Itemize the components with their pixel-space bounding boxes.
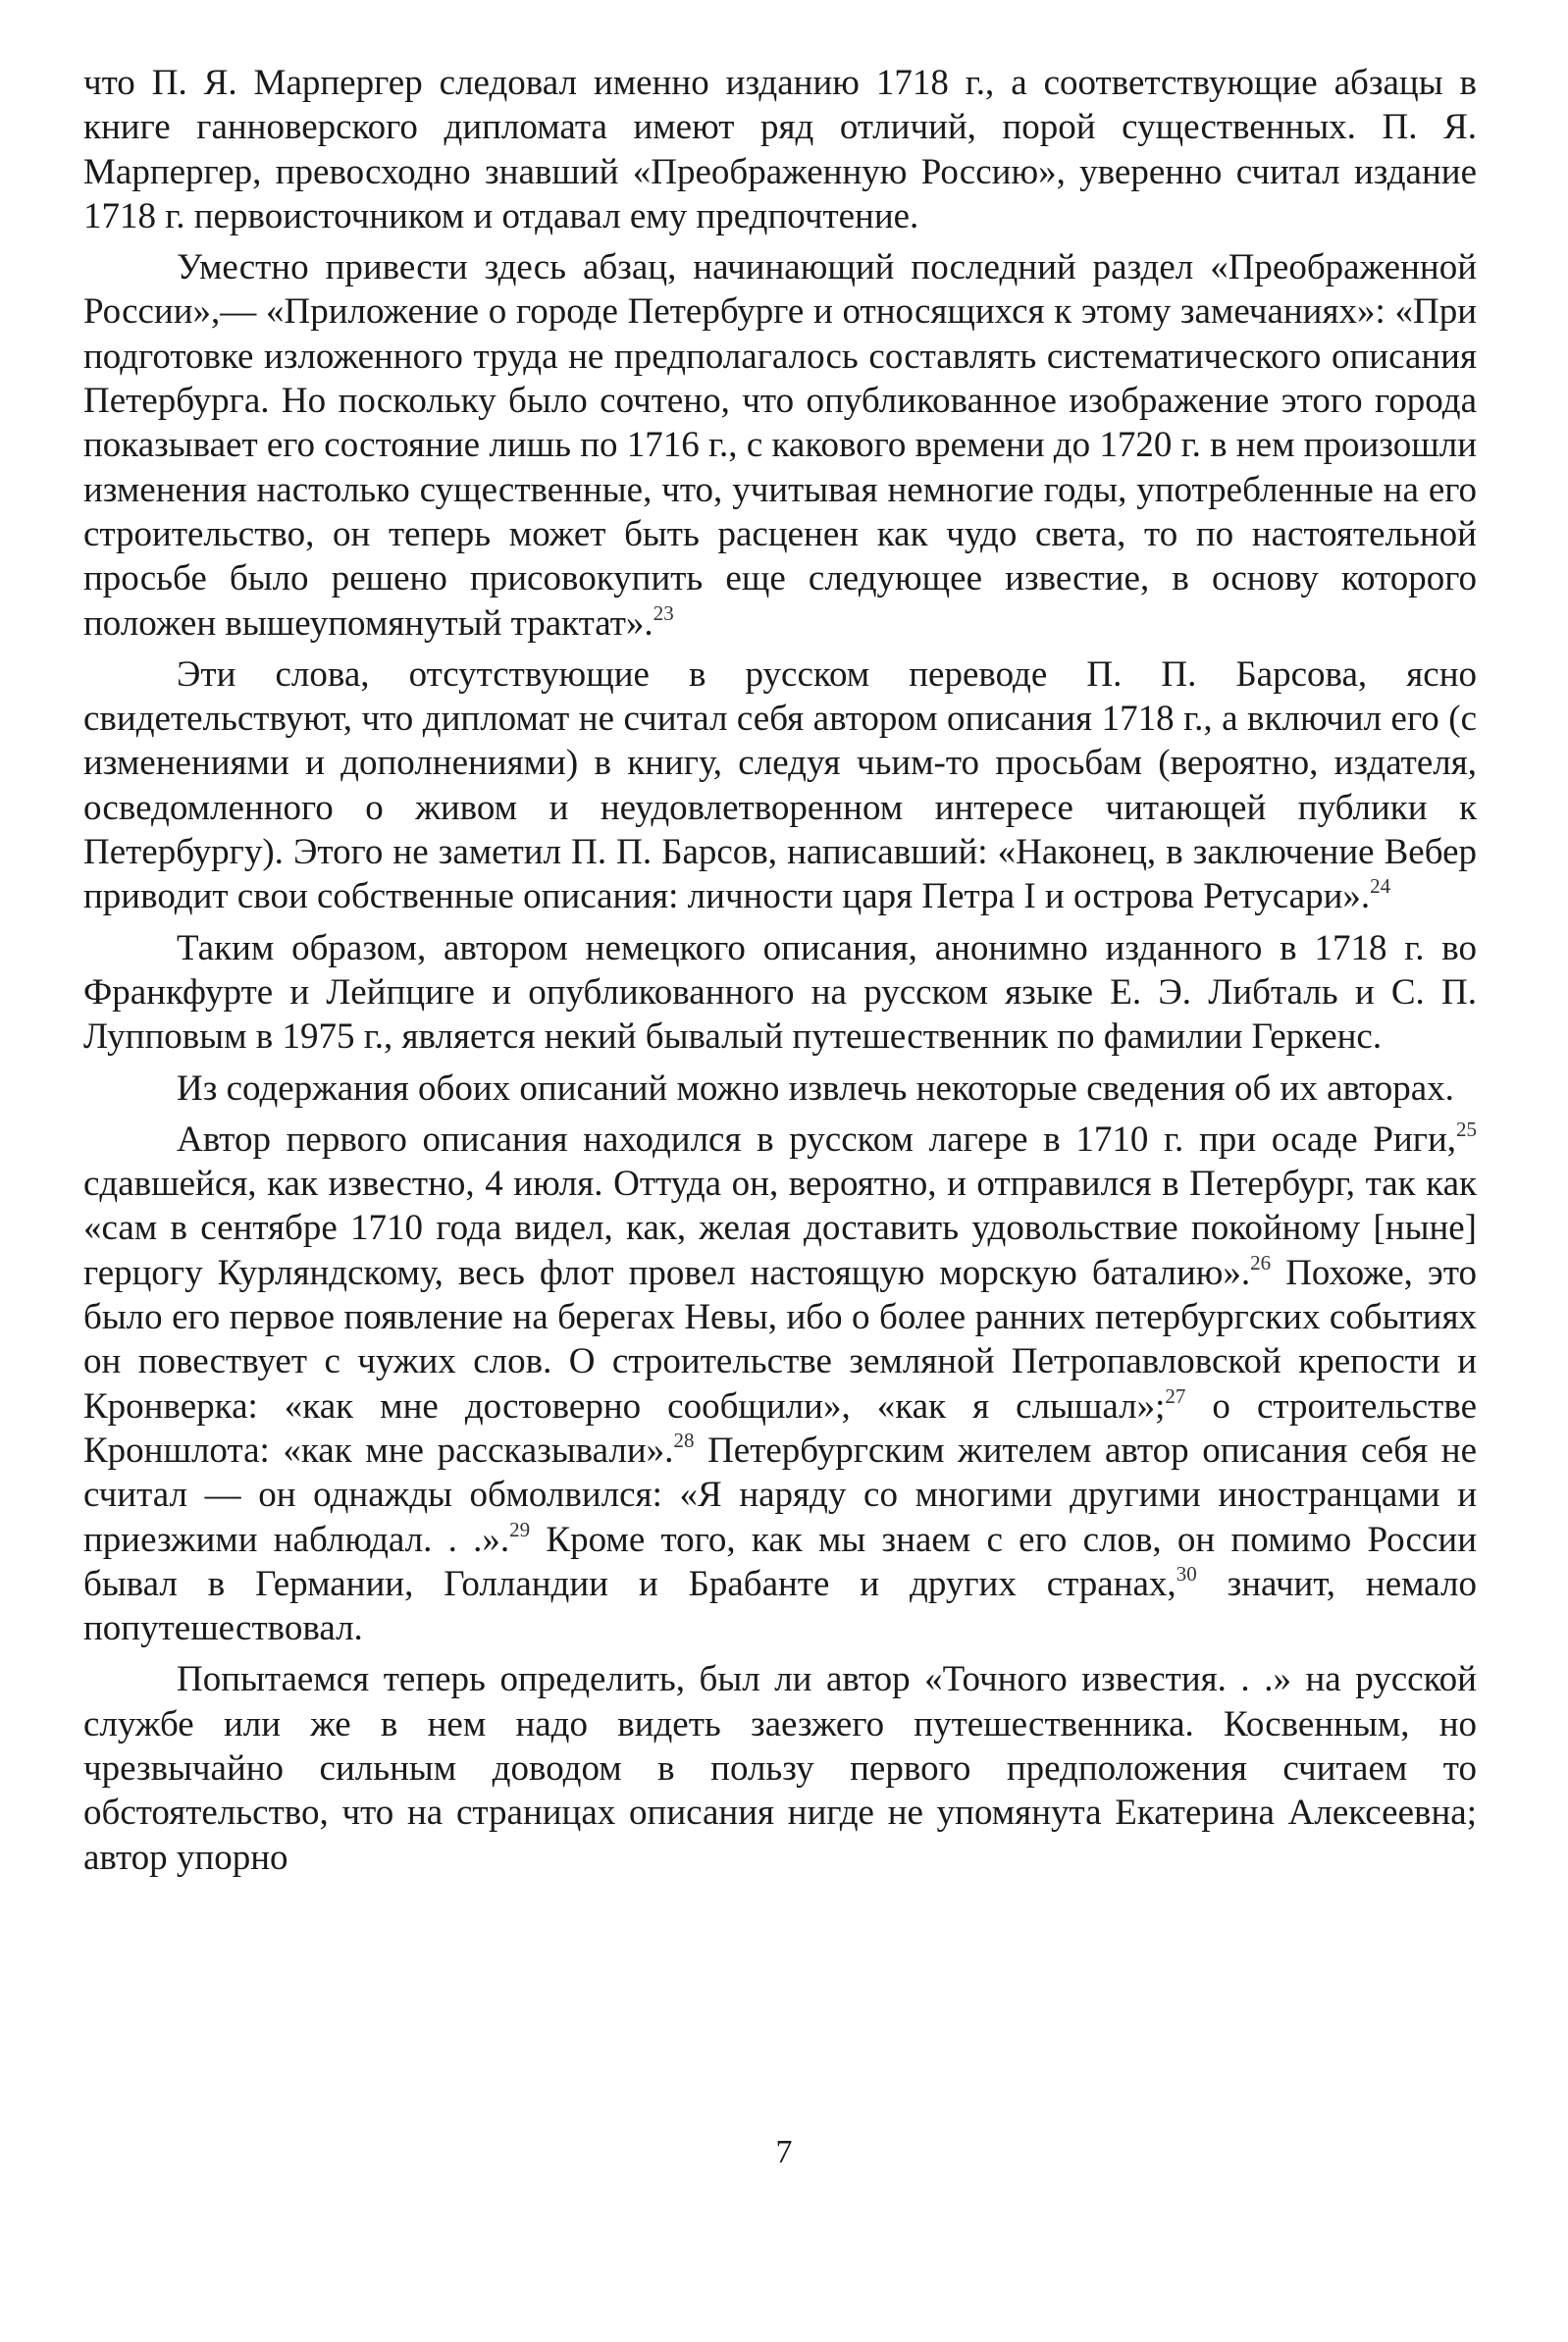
text-run: Эти слова, отсутствующие в русском переводе П. П. Барсова, ясно свидетельствуют, что дипломат не считал себя автором описания 1718 г., а включил его (с изменениями и дополнениями) в книгу, следуя чьим-то просьбам (вероятно, издателя, осведомленного о живом и неудовлетворенном интересе читающей публики к Петербургу). Этого не заметил П. П. Барсов, написавший: «Наконец, в заключение Вебер приводит свои собственные описания: личности царя Петра I и острова Ретусари».: [83, 653, 1477, 917]
footnote-marker: 26: [1250, 1250, 1272, 1275]
text-run: что П. Я. Марпергер следовал именно изданию 1718 г., а соответствующие абзацы в книге ганноверского дипломата имеют ряд отличий, порой существенных. П. Я. Марпергер, превосходно знавший «Преображенную Россию», уверенно считал издание 1718 г. первоисточником и отдавал ему предпочтение.: [83, 63, 1477, 236]
text-run: Из содержания обоих описаний можно извлечь некоторые сведения об их авторах.: [177, 1067, 1454, 1109]
text-run: Кроме того, как мы знаем с его слов, он помимо России бывал в Германии, Голландии и Брабанте и других странах,: [83, 1519, 1477, 1604]
text-run: Автор первого описания находился в русском лагере в 1710 г. при осаде Риги,: [177, 1119, 1456, 1160]
footnote-marker: 28: [673, 1428, 695, 1452]
paragraph: [83, 652, 1477, 919]
footnote-marker: 27: [1165, 1383, 1186, 1408]
paragraph: [83, 245, 1477, 646]
footnote-marker: 30: [1176, 1561, 1197, 1586]
paragraph: [83, 1067, 1477, 1111]
text-run: Уместно привести здесь абзац, начинающий последний раздел «Преображенной России»,— «Приложение о городе Петербурге и относящихся к этому замечаниях»: «При подготовке изложенного труда не предполагалось составлять систематического описания Петербурга. Но поскольку было сочтено, что опубликованное изображение этого города показывает его состояние лишь по 1716 г., с какового времени до 1720 г. в нем произошли изменения настолько существенные, что, учитывая немногие годы, употребленные на его строительство, он теперь может быть расценен как чудо света, то по настоятельной просьбе было решено присовокупить еще следующее известие, в основу которого положен вышеупомянутый трактат».: [83, 247, 1477, 644]
footnote-marker: 24: [1370, 874, 1391, 899]
paragraph: [83, 926, 1477, 1060]
paragraph: [83, 1118, 1477, 1651]
document-body: [83, 61, 1477, 1887]
footnote-marker: 29: [509, 1517, 531, 1541]
text-run: сдавшейся, как известно, 4 июля. Оттуда он, вероятно, и отправился в Петербург, так как «сам в сентябре 1710 года видел, как, желая доставить удовольствие покойному [ныне] герцогу Курляндскому, весь флот провел настоящую морскую баталию».: [83, 1164, 1477, 1293]
paragraph: [83, 61, 1477, 238]
text-run: о строительстве Кроншлота: «как мне рассказывали».: [83, 1385, 1477, 1471]
footnote-marker: 25: [1456, 1117, 1477, 1141]
paragraph: [83, 1657, 1477, 1879]
footnote-marker: 23: [653, 600, 674, 625]
page-number: 7: [775, 2134, 793, 2170]
text-run: значит, немало попутешествовал.: [83, 1563, 1478, 1649]
text-run: Похоже, это было его первое появление на берегах Невы, ибо о более ранних петербургских событиях он повествует с чужих слов. О строительстве земляной Петропавловской крепости и Кронверка: «как мне достоверно сообщили», «как я слышал»;: [83, 1252, 1477, 1427]
text-run: Попытаемся теперь определить, был ли автор «Точного известия. . .» на русской службе или же в нем надо видеть заезжего путешественника. Косвенным, но чрезвычайно сильным доводом в пользу первого предположения считаем то обстоятельство, что на страницах описания нигде не упомянута Екатерина Алексеевна; автор упорно: [83, 1659, 1477, 1878]
text-run: Таким образом, автором немецкого описания, анонимно изданного в 1718 г. во Франкфурте и Лейпциге и опубликованного на русском языке Е. Э. Либталь и С. П. Лупповым в 1975 г., является некий бывалый путешественник по фамилии Геркенс.: [83, 927, 1477, 1058]
text-run: Петербургским жителем автор описания себя не считал — он однажды обмолвился: «Я наряду со многими другими иностранцами и приезжими наблюдал. . .».: [83, 1430, 1478, 1560]
